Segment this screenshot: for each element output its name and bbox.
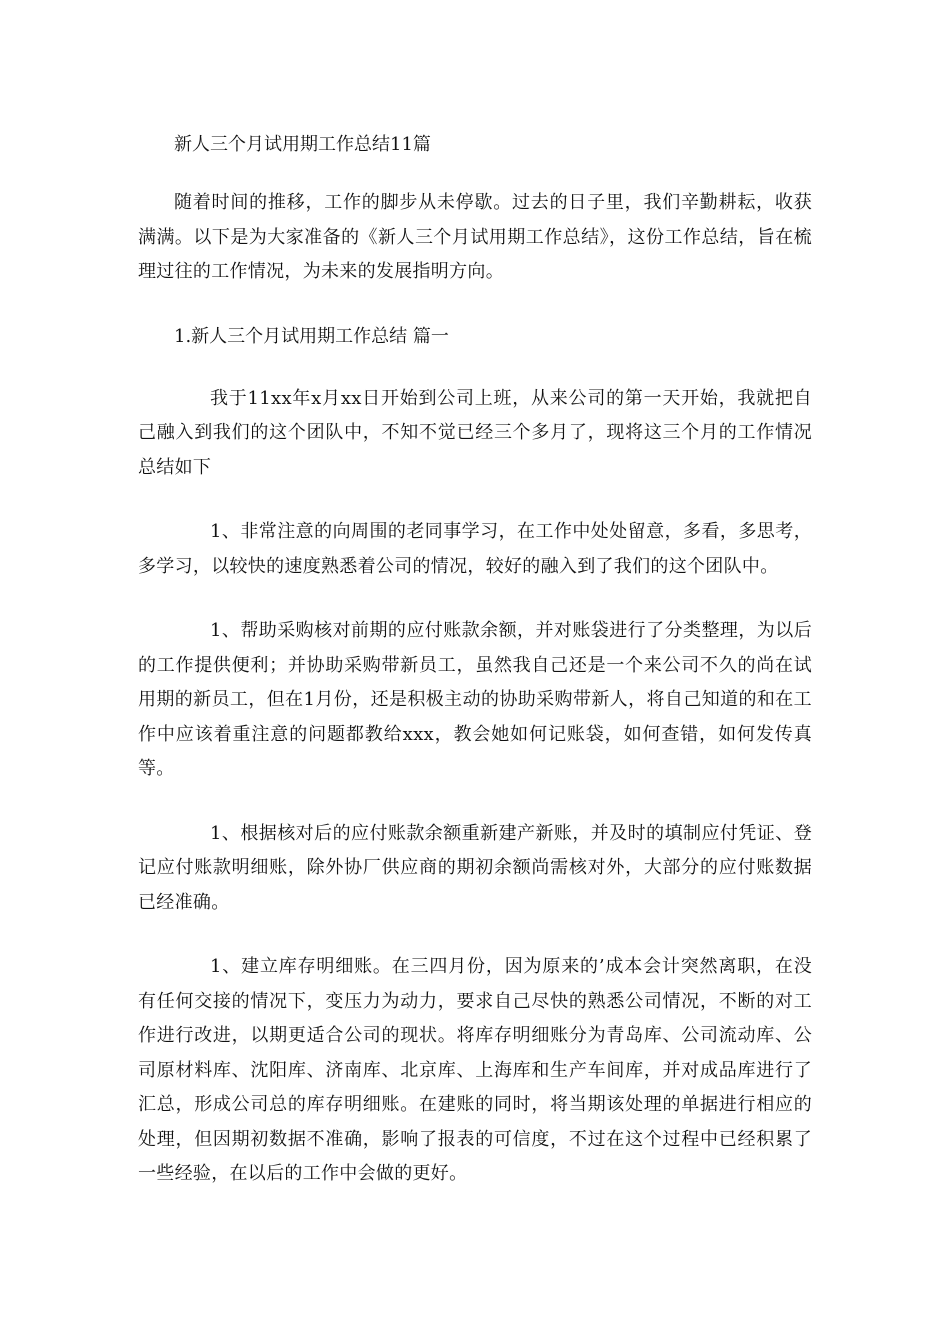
body-paragraph-4: 1、根据核对后的应付账款余额重新建产新账，并及时的填制应付凭证、登记应付账款明细账，除外协厂供应商的期初余额尚需核对外，大部分的应付账数据已经准确。 <box>138 822 812 913</box>
body-paragraph-1: 我于11xx年x月xx日开始到公司上班，从来公司的第一天开始，我就把自己融入到我们的这个团队中，不知不觉已经三个多月了，现将这三个月的工作情况总结如下 <box>138 387 812 478</box>
body-paragraph-3: 1、帮助采购核对前期的应付账款余额，并对账袋进行了分类整理，为以后的工作提供便利；并协助采购带新员工，虽然我自己还是一个来公司不久的尚在试用期的新员工，但在1月份，还是积极主动的协助采购带新人，将自己知道的和在工作中应该着重注意的问题都教给xxx，教会她如何记账袋，如何查错，如何发传真等。 <box>138 620 812 779</box>
document-body <box>138 130 812 1192</box>
body-paragraph-2: 1、非常注意的向周围的老同事学习，在工作中处处留意，多看，多思考，多学习，以较快的速度熟悉着公司的情况，较好的融入到了我们的这个团队中。 <box>138 521 812 577</box>
document-title: 新人三个月试用期工作总结11篇 <box>174 134 431 155</box>
body-paragraph-5: 1、建立库存明细账。在三四月份，因为原来的’成本会计突然离职，在没有任何交接的情况下，变压力为动力，要求自己尽快的熟悉公司情况，不断的对工作进行改进，以期更适合公司的现状。将库存明细账分为青岛库、公司流动库、公司原材料库、沈阳库、济南库、北京库、上海库和生产车间库，并对成品库进行了汇总，形成公司总的库存明细账。在建账的同时，将当期该处理的单据进行相应的处理，但因期初数据不准确，影响了报表的可信度，不过在这个过程中已经积累了一些经验，在以后的工作中会做的更好。 <box>138 956 812 1184</box>
intro-paragraph: 随着时间的推移，工作的脚步从未停歇。过去的日子里，我们辛勤耕耘，收获满满。以下是为大家准备的《新人三个月试用期工作总结》，这份工作总结，旨在梳理过往的工作情况，为未来的发展指明方向。 <box>138 192 812 282</box>
section-heading: 1.新人三个月试用期工作总结 篇一 <box>174 325 449 347</box>
